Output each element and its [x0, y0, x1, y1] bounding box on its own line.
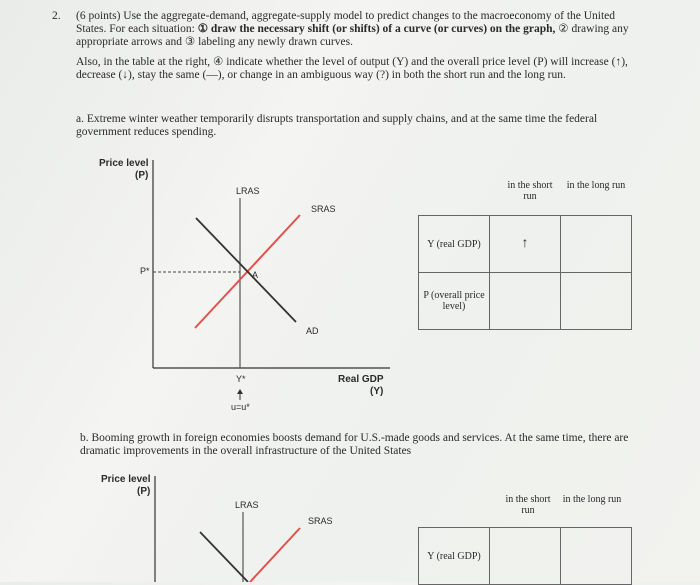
- table-a-y-short[interactable]: ↑: [490, 216, 561, 273]
- graph-a-x-label: Real GDP: [338, 374, 384, 385]
- table-b-col-long: in the long run: [562, 494, 622, 505]
- graph-a-ad-label: AD: [306, 326, 319, 336]
- table-a-row-y-label: Y (real GDP): [419, 216, 490, 273]
- table-a-col-short: in the short run: [507, 180, 553, 202]
- graph-a-p-star: P*: [140, 266, 150, 276]
- graph-a-u-eq: u=u*: [231, 402, 250, 412]
- table-a-col-long: in the long run: [566, 180, 626, 191]
- table-b: [418, 527, 632, 585]
- table-b-row-y-label: Y (real GDP): [419, 528, 490, 585]
- graph-a-y-star: Y*: [236, 374, 246, 384]
- table-b-y-short[interactable]: [490, 528, 561, 585]
- graph-a-x-label-y: (Y): [370, 386, 384, 397]
- intro-points: (6 points) Use the aggregate-demand, aggregate-supply model to predict changes to the macroeconomy of the United States. For each situation:: [76, 10, 616, 35]
- graph-b-sras-line: [250, 528, 300, 582]
- table-a-row-p-label: P (overall price level): [419, 273, 490, 330]
- graph-a-y-label-p: (P): [135, 170, 149, 181]
- table-row: [419, 528, 632, 585]
- graph-b-ad-line: [200, 532, 248, 582]
- graph-b-y-label: Price level: [101, 474, 151, 485]
- graph-a-y-label: Price level: [99, 158, 149, 169]
- graph-b-sras-label: SRAS: [308, 516, 333, 526]
- graph-b-y-label-p: (P): [137, 486, 151, 497]
- intro-step2: ② drawing any appropriate arrows and ③ labeling any newly drawn curves.: [76, 23, 629, 48]
- part-b-prompt: b. Booming growth in foreign economies boosts demand for U.S.-made goods and services. At the same time, there are dramatic improvements in the overall infrastructure of the United States: [80, 432, 629, 457]
- graph-a-lras-label: LRAS: [236, 186, 260, 196]
- part-a-prompt: a. Extreme winter weather temporarily disrupts transportation and supply chains, and at the same time the federal government reduces spending.: [76, 113, 598, 138]
- table-b-col-short: in the short run: [505, 494, 551, 516]
- graph-a-point-a: A: [252, 270, 259, 280]
- graph-a-sras-label: SRAS: [311, 204, 336, 214]
- table-b-y-long[interactable]: [561, 528, 632, 585]
- table-instructions: Also, in the table at the right, ④ indicate whether the level of output (Y) and the overall price level (P) will increase (↑), decrease (↓), stay the same (—), or change in an ambiguous way (?) in both the short run and the long run.: [76, 56, 628, 81]
- graph-b-lras-label: LRAS: [235, 500, 259, 510]
- question-number: 2.: [52, 10, 61, 22]
- intro-step1: ① draw the necessary shift (or shifts) of a curve (or curves) on the graph,: [197, 23, 556, 35]
